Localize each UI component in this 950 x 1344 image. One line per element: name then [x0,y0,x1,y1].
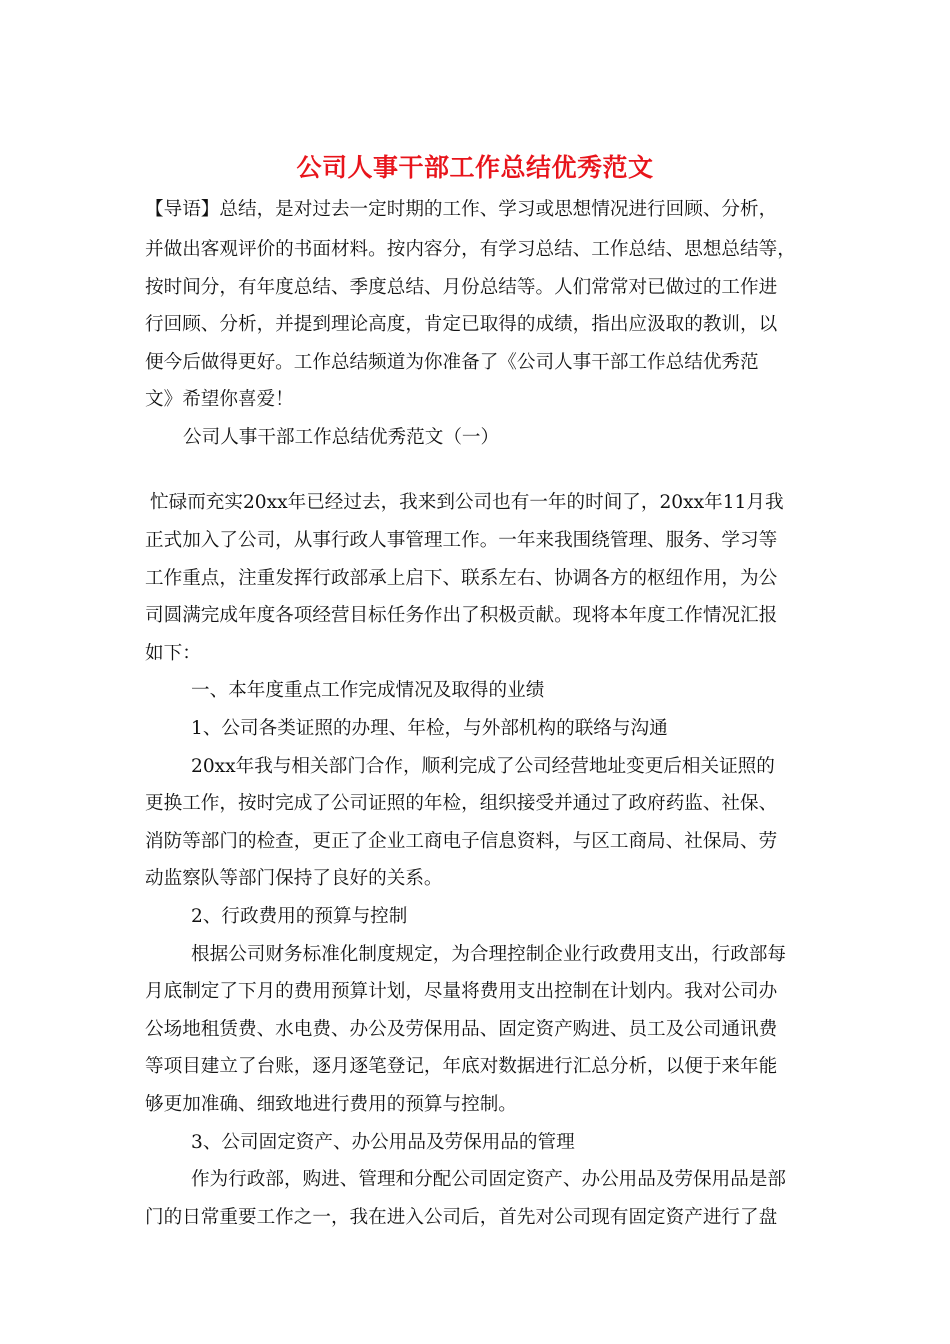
intro-line-2: 并做出客观评价的书面材料。按内容分，有学习总结、工作总结、思想总结等， [145,239,796,260]
subsection-heading-2: 2、行政费用的预算与控制 [191,906,408,927]
body-line-7: 更换工作，按时完成了公司证照的年检，组织接受并通过了政府药监、社保、 [145,793,778,814]
body-line-9: 动监察队等部门保持了良好的关系。 [145,868,443,889]
body-line-11: 月底制定了下月的费用预算计划，尽量将费用支出控制在计划内。我对公司办 [145,981,778,1002]
body-line-15: 作为行政部，购进、管理和分配公司固定资产、办公用品及劳保用品是部 [191,1169,787,1190]
subtitle-line: 公司人事干部工作总结优秀范文（一） [183,427,500,448]
intro-line-4: 行回顾、分析，并提到理论高度，肯定已取得的成绩，指出应汲取的教训，以 [145,314,778,335]
subsection-heading-1: 1、公司各类证照的办理、年检，与外部机构的联络与沟通 [191,718,668,739]
intro-line-6: 文》希望你喜爱！ [145,389,294,410]
body-line-3: 工作重点，注重发挥行政部承上启下、联系左右、协调各方的枢纽作用，为公 [145,568,778,589]
body-line-2: 正式加入了公司，从事行政人事管理工作。一年来我围绕管理、服务、学习等 [145,530,778,551]
intro-line-1: 【导语】总结，是对过去一定时期的工作、学习或思想情况进行回顾、分析， [145,199,778,220]
body-line-14: 够更加准确、细致地进行费用的预算与控制。 [145,1094,517,1115]
body-line-16: 门的日常重要工作之一，我在进入公司后，首先对公司现有固定资产进行了盘 [145,1207,778,1228]
body-line-8: 消防等部门的检查，更正了企业工商电子信息资料，与区工商局、社保局、劳 [145,831,778,852]
body-line-10: 根据公司财务标准化制度规定，为合理控制企业行政费用支出，行政部每 [191,944,787,965]
intro-line-3: 按时间分，有年度总结、季度总结、月份总结等。人们常常对已做过的工作进 [145,277,778,298]
section-heading-1: 一、本年度重点工作完成情况及取得的业绩 [191,680,545,701]
subsection-heading-3: 3、公司固定资产、办公用品及劳保用品的管理 [191,1132,575,1153]
body-line-1: 忙碌而充实20xx年已经过去，我来到公司也有一年的时间了，20xx年11月我 [150,492,784,513]
body-line-12: 公场地租赁费、水电费、办公及劳保用品、固定资产购进、员工及公司通讯费 [145,1019,778,1040]
body-line-6: 20xx年我与相关部门合作，顺利完成了公司经营地址变更后相关证照的 [191,756,775,777]
document-title: 公司人事干部工作总结优秀范文 [296,153,654,182]
body-line-4: 司圆满完成年度各项经营目标任务作出了积极贡献。现将本年度工作情况汇报 [145,605,778,626]
intro-line-5: 便今后做得更好。工作总结频道为你准备了《公司人事干部工作总结优秀范 [145,352,759,373]
body-line-13: 等项目建立了台账，逐月逐笔登记，年底对数据进行汇总分析，以便于来年能 [145,1056,778,1077]
body-line-5: 如下： [145,643,201,664]
